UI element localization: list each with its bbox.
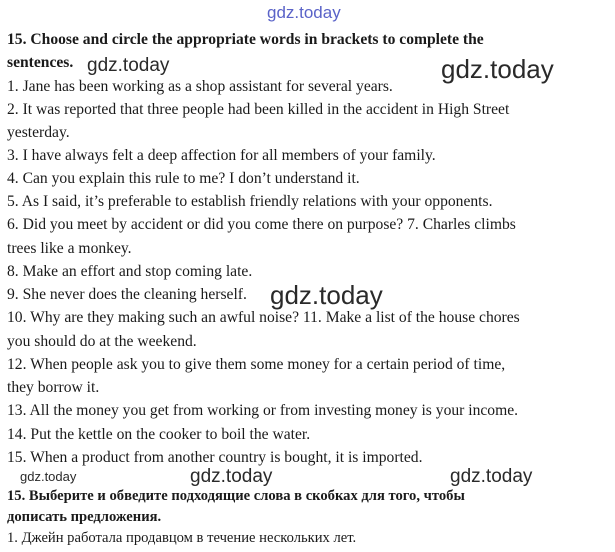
watermark-top: gdz.today	[267, 3, 341, 22]
watermark: gdz.today	[441, 54, 554, 84]
sentence-line: they borrow it.	[7, 379, 100, 396]
sentence-line: 2. It was reported that three people had been killed in the accident in High Street	[7, 101, 510, 118]
exercise-heading-ru-line1: 15. Выберите и обведите подходящие слова в скобках для того, чтобы	[7, 488, 465, 504]
watermark: gdz.today	[20, 469, 77, 484]
sentence-line: 13. All the money you get from working or from investing money is your income.	[7, 402, 519, 419]
watermark: gdz.today	[270, 280, 383, 310]
sentence-line: 14. Put the kettle on the cooker to boil the water.	[7, 426, 311, 443]
sentence-line: you should do at the weekend.	[7, 333, 197, 350]
sentence-line: 12. When people ask you to give them some money for a certain period of time,	[7, 356, 506, 373]
sentence-line: 4. Can you explain this rule to me? I don’t understand it.	[7, 170, 360, 187]
sentence-line: yesterday.	[7, 124, 70, 141]
sentence-line: 10. Why are they making such an awful noise? 11. Make a list of the house chores	[7, 309, 520, 326]
exercise-heading-en-line2: sentences.	[7, 54, 74, 71]
sentence-line: trees like a monkey.	[7, 240, 132, 257]
sentence-line: 9. She never does the cleaning herself.	[7, 286, 247, 303]
sentence-line: 15. When a product from another country is bought, it is imported.	[7, 449, 423, 466]
sentence-line: 5. As I said, it’s preferable to establish friendly relations with your opponents.	[7, 193, 493, 210]
sentence-line: 1. Jane has been working as a shop assistant for several years.	[7, 78, 393, 95]
sentence-line-ru: 1. Джейн работала продавцом в течение нескольких лет.	[7, 530, 357, 546]
exercise-heading-en-line1: 15. Choose and circle the appropriate words in brackets to complete the	[7, 31, 484, 48]
watermark: gdz.today	[190, 466, 273, 487]
sentence-line: 6. Did you meet by accident or did you come there on purpose? 7. Charles climbs	[7, 216, 516, 233]
sentence-line: 3. I have always felt a deep affection for all members of your family.	[7, 147, 436, 164]
watermark: gdz.today	[450, 466, 533, 487]
watermark: gdz.today	[87, 55, 170, 76]
sentence-line: 8. Make an effort and stop coming late.	[7, 263, 253, 280]
exercise-heading-ru-line2: дописать предложения.	[7, 509, 162, 525]
